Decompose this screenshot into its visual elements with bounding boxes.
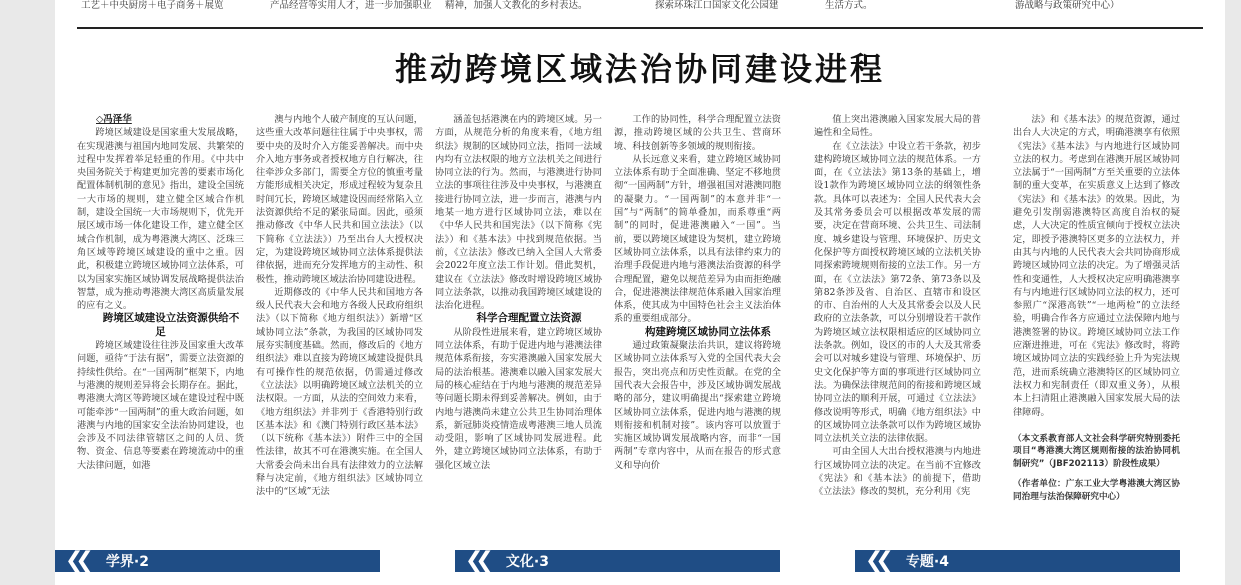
strip-text-3: 精神，加强人文教化的乡村表达。 xyxy=(445,0,588,11)
paragraph: 通过政策凝聚法治共识，建议将跨境区域协同立法体系写入党的全国代表大会报告，突出亮点和历史性贡献。在党的全国代表大会报告中，涉及区域协调发展战略的部分，建议明确提出“探索建立跨境区域协同立法体系，促进内地与港澳的规则衔接和机制对接”。该内容可以放置于实施区域协调发展战略内容，而非“一国两制”专章内容中，从而在报告的形式意义和导向价 xyxy=(614,340,781,471)
strip-text-5: 生活方式。 xyxy=(825,0,873,11)
article-column-1 xyxy=(77,113,244,525)
paragraph: 跨境区域建设是国家重大发展战略，在实现港澳与祖国内地同发展、共繁荣的过程中发挥着举足轻重的作用。《中共中央国务院关于构建更加完善的要素市场化配置体制机制的意见》指出，建设全国统一大市场的规则，建立健全区域合作机制，建设全国统一大市场规则下，优先开展区域市场一体化建设工作，建立健全区域合作机制，成为粤港澳大湾区、泛珠三角区域等跨境区域建设的重中之重。因此，积极建立跨境区域协同立法体系，可以为国家实施区域协调发展战略提供法治智慧，成为推动粤港澳大湾区高质量发展的应有之义。 xyxy=(77,127,244,312)
article-headline: 推动跨境区域法治协同建设进程 xyxy=(394,50,885,88)
footer-tab-label: 专题·4 xyxy=(905,554,949,570)
double-chevron-left-icon: ❮❮ xyxy=(865,548,886,573)
double-chevron-left-icon: ❮❮ xyxy=(465,548,486,573)
previous-article-strip xyxy=(55,0,1225,14)
footer-tab-culture[interactable] xyxy=(455,550,780,572)
paragraph: 法》和《基本法》的规范资源，通过出台人大决定的方式，明确港澳享有依照《宪法》《基本法》与内地进行区域协同立法的权力。考虑到在港澳开展区域协同立法属于“一国两制”方至关重要的立法体制的重大变革，在实质意义上达到了修改《宪法》和《基本法》的效果。因此，为避免引发削弱港澳特区高度自治权的疑虑，人大决定的性质宜倾向于授权立法决定，即授予港澳特区更多的立法权力，并由其与内地的人民代表大会共同协商形成跨境区域协同立法的决定。为了增强灵活性和变通性，人大授权决定应明确港澳享有与内地进行区域协同立法的权力，还可参照广“深港高铁”“一地两检”的立法经验，明确合作各方应通过立法保障内地与港澳签署的协议。跨境区域协同立法工作应渐进推进，可在《宪法》修改时，将跨境区域协同立法的实践经验上升为宪法规范，进而系统确立港澳特区的区域协同立法权力和宪制责任（即双重义务），从根本上扫清阻止港澳融入国家发展大局的法律障碍。 xyxy=(1013,114,1180,418)
article-column-3 xyxy=(435,113,602,525)
strip-text-1: 工艺＋中央厨房＋电子商务＋展览 xyxy=(81,0,224,11)
section-subheading: 跨境区域建设立法资源供给不足 xyxy=(102,312,240,338)
article-author: ◇冯泽华 xyxy=(96,114,132,125)
article-column-6 xyxy=(1013,113,1180,525)
footer-tab-label: 文化·3 xyxy=(505,554,549,570)
paragraph: 从阶段性进展来看，建立跨境区域协同立法体系，有助于促进内地与港澳法律规范体系衔接，夯实港澳融入国家发展大局的法治根基。港澳难以融入国家发展大局的核心症结在于内地与港澳的规范差异等问题长期未得到妥善解决。例如，由于内地与港澳尚未建立公共卫生协同治理体系，新冠肺炎疫情造成粤港澳三地人员流动受阻，影响了区域协同发展进程。此外，建立跨境区域协同立法体系，有助于强化区域立法 xyxy=(435,326,602,471)
newspaper-page xyxy=(55,0,1225,585)
paragraph: 澳与内地个人破产制度的互认问题，这些重大改革问题往往属于中央事权，需要中央的及时介入方能妥善解决。而中央介入地方事务或者授权地方自行解决，往往牵涉众多部门，需要全方位的慎重考量方能形成相关决定，形成过程较为复杂且时间冗长，跨境区域建设因而经常陷入立法资源供给不足的紧张局面。因此，亟须推动修改《中华人民共和国立法法》（以下简称《立法法》）乃至出台人大授权决定，为建设跨境区域协同立法体系提供法律依据，进而充分发挥地方的主动性、积极性，推动跨境区域法治协同建设进程。 xyxy=(256,114,423,285)
paragraph: 近期修改的《中华人民共和国地方各级人民代表大会和地方各级人民政府组织法》（以下简称《地方组织法》）新增“区域协同立法”条款，为我国的区域协同发展夯实制度基础。然而，修改后的《地方组织法》难以直接为跨境区域建设提供具有可操作性的规范依据，仍需通过修改《立法法》以明确跨境区域立法机关的立法权限。一方面，从法的空间效力来看，《地方组织法》并非列于《香港特别行政区基本法》和《澳门特别行政区基本法》（以下统称《基本法》）附件三中的全国性法律，故其不可在港澳实施。在全国人大常委会尚未出台具有法律效力的立法解释与决定前，《地方组织法》区域协同立法中的“区域”无法 xyxy=(256,286,423,498)
paragraph: 跨境区域建设往往涉及国家重大改革问题，亟待“于法有据”，需要立法资源的持续性供给。在“一国两制”框架下，内地与港澳的规则差异将会长期存在。据此，粤港澳大湾区等跨境区域在建设过程中既可能牵涉“一国两制”的重大政治问题，如港澳与内地的国家安全法治协同建设，也会涉及不同法律管辖区之间的人员、货物、资金、信息等要素在跨境流动中的重大法律问题，如港 xyxy=(77,340,244,471)
footer-tab-label: 学界·2 xyxy=(105,554,149,570)
paragraph: 值上突出港澳融入国家发展大局的普遍性和全局性。 xyxy=(814,114,981,139)
section-rule xyxy=(77,27,1203,29)
author-affiliation: （作者单位：广东工业大学粤港澳大湾区协同治理与法治保障研究中心） xyxy=(1013,479,1180,502)
paragraph: 工作的协同性，科学合理配置立法资源，推动跨境区域的公共卫生、营商环境、科技创新等多领域的规则衔接。 xyxy=(614,114,781,152)
section-subheading: 构建跨境区域协同立法体系 xyxy=(645,325,771,338)
paragraph: 涵盖包括港澳在内的跨境区域。另一方面，从规范分析的角度来看，《地方组织法》规制的区域协同立法，指同一法域内均有立法权限的地方立法机关之间进行协同立法的行为。然而，与港澳进行协同立法的事项往往涉及中央事权，与港澳直接进行协同立法，进一步而言，港澳与内地某一地方进行区域协同立法，难以在《中华人民共和国宪法》（以下简称《宪法》）和《基本法》中找到规范依据。当前，《立法法》修改已纳入全国人大常委会2022年度立法工作计划。借此契机，建议在《立法法》修改时增设跨境区域协同立法条款，以推动我国跨境区域建设的法治化进程。 xyxy=(435,114,602,312)
double-chevron-left-icon: ❮❮ xyxy=(65,548,86,573)
strip-text-6: 游战略与政策研究中心） xyxy=(1015,0,1120,11)
paragraph: 可由全国人大出台授权港澳与内地进行区域协同立法的决定。在当前不宜修改《宪法》和《基本法》的前提下，借助《立法法》修改的契机，充分利用《宪 xyxy=(814,446,981,498)
footer-tab-special[interactable] xyxy=(855,550,1180,572)
footer-tab-academia[interactable] xyxy=(55,550,380,572)
article-column-2 xyxy=(256,113,423,525)
strip-text-2: 产品经营等实用人才，进一步加强职业 xyxy=(270,0,432,11)
section-subheading: 科学合理配置立法资源 xyxy=(476,312,582,325)
article-column-4 xyxy=(614,113,781,525)
strip-text-4: 探索环珠江口国家文化公园建 xyxy=(655,0,779,11)
article-column-5 xyxy=(814,113,981,525)
paragraph: 在《立法法》中设立若干条款，初步建构跨境区域协同立法的规范体系。一方面，在《立法法》第13条的基础上，增设1款作为跨境区域协同立法的纲领性条款。具体可以表述为：全国人民代表大会及其常务委员会可以根据改革发展的需要，决定在营商环境、公共卫生、司法制度、城乡建设与管理、环境保护、历史文化保护等方面授权跨境区域的立法机关协同探索跨境规则衔接的立法工作。另一方面，在《立法法》第72条、第73条以及第82条涉及省、自治区、直辖市和设区的市、自治州的人大及其常委会以及人民政府的立法条款，可以分别增设若干款作为跨境区域立法权限相适应的区域协同立法条款。例如，设区的市的人大及其常委会可以对城乡建设与管理、环境保护、历史文化保护等方面的事项进行区域协同立法。为确保法律规范间的衔接和跨境区域协同立法的顺利开展，可通过《立法法》修改说明等形式，明确《地方组织法》中的区域协同立法条款可以作为跨境区域协同立法机关立法的法律依据。 xyxy=(814,140,981,445)
funding-note: （本文系教育部人文社会科学研究特别委托项目“粤港澳大湾区规则衔接的法治协同机制研究”（JBF202113）阶段性成果） xyxy=(1013,433,1180,469)
paragraph: 从长远意义来看，建立跨境区域协同立法体系有助于全面准确、坚定不移地贯彻“一国两制”方针，增强祖国对港澳同胞的凝聚力。“一国两制”的本意并非“一国”与“两制”的简单叠加，而系尊重“两制”的同时，促进港澳融入“一国”。当前，要以跨境区域建设为契机，建立跨境区域协同立法体系，以具有法律约束力的治理手段促进内地与港澳法治资源的科学合理配置，避免以规范差异为由而拒绝融合，促进港澳法律规范体系融入国家治理体系，使其成为中国特色社会主义法治体系的重要组成部分。 xyxy=(614,153,781,325)
